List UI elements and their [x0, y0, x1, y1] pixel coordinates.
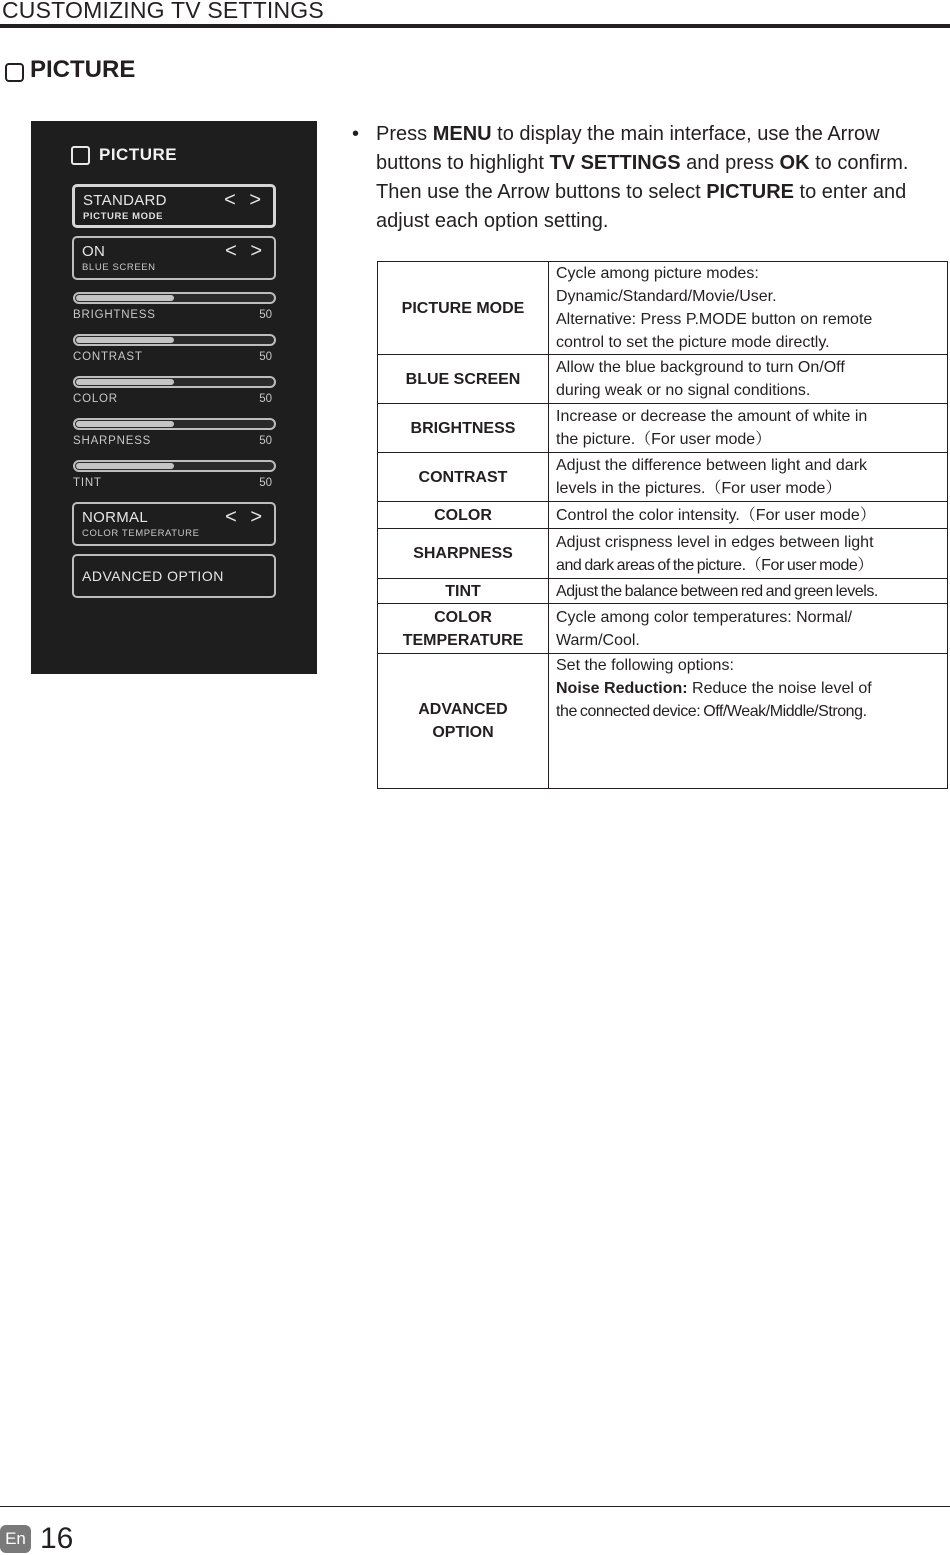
- setting-description: [549, 262, 948, 355]
- tv-option-advanced[interactable]: [72, 554, 276, 598]
- desc-line: levels in the pictures.（For user mode）: [556, 480, 842, 497]
- setting-description: [549, 579, 948, 604]
- desc-line: Adjust the balance between red and green levels.: [556, 582, 878, 600]
- slider-fill: [76, 463, 174, 469]
- tv-option-sublabel: BLUE SCREEN: [82, 262, 156, 273]
- setting-description: [549, 502, 948, 529]
- intro-part-bold: MENU: [432, 123, 492, 145]
- intro-paragraph: [352, 120, 950, 236]
- desc-line: Control the color intensity.（For user mode）: [556, 506, 876, 524]
- tv-menu-title-label: PICTURE: [99, 145, 178, 164]
- desc-line: Cycle among picture modes:: [556, 265, 759, 282]
- desc-line: Adjust crispness level in edges between light: [556, 533, 874, 551]
- setting-name-line: COLOR: [434, 608, 492, 626]
- slider-sharpness[interactable]: [73, 418, 276, 454]
- setting-description: [549, 529, 948, 579]
- slider-track[interactable]: [73, 334, 276, 346]
- setting-name: COLOR: [378, 502, 549, 529]
- desc-line: during weak or no signal conditions.: [556, 382, 811, 399]
- desc-line: Warm/Cool.: [556, 631, 640, 649]
- slider-label: COLOR: [73, 393, 118, 405]
- setting-name: PICTURE MODE: [378, 262, 549, 355]
- slider-fill: [76, 421, 174, 427]
- table-row: [378, 529, 948, 579]
- footer-rule: [0, 1506, 950, 1507]
- table-row: [378, 604, 948, 654]
- tv-option-color-temperature[interactable]: [72, 502, 276, 546]
- desc-bold-label: Noise Reduction:: [556, 680, 688, 697]
- setting-name: [378, 654, 549, 789]
- language-badge: En: [0, 1525, 31, 1553]
- tv-option-value: STANDARD: [83, 192, 167, 209]
- setting-name: [378, 604, 549, 654]
- setting-description: [549, 654, 948, 789]
- intro-part: to enter and adjust each option setting.: [376, 181, 907, 232]
- header-rule: [0, 24, 950, 28]
- slider-label: CONTRAST: [73, 351, 143, 363]
- tv-menu-title: [71, 145, 177, 165]
- slider-value: 50: [259, 477, 272, 489]
- intro-part-bold: TV SETTINGS: [549, 152, 681, 174]
- left-right-arrows-icon: < >: [225, 240, 266, 262]
- setting-description: [549, 453, 948, 502]
- setting-name: TINT: [378, 579, 549, 604]
- tv-option-value: ADVANCED OPTION: [82, 568, 224, 584]
- intro-part-bold: PICTURE: [706, 181, 794, 203]
- desc-line: Dynamic/Standard/Movie/User.: [556, 288, 777, 305]
- intro-text: [376, 120, 950, 236]
- tv-option-value: NORMAL: [82, 509, 148, 526]
- desc-line: the picture.（For user mode）: [556, 431, 772, 448]
- table-row: [378, 502, 948, 529]
- desc-line: Cycle among color temperatures: Normal/: [556, 608, 853, 626]
- intro-part: and press: [680, 152, 780, 174]
- table-row: [378, 404, 948, 453]
- slider-label: BRIGHTNESS: [73, 309, 156, 321]
- desc-line: Increase or decrease the amount of white in: [556, 408, 868, 425]
- slider-value: 50: [259, 393, 272, 405]
- slider-brightness[interactable]: [73, 292, 276, 328]
- slider-track[interactable]: [73, 460, 276, 472]
- setting-name-line: TEMPERATURE: [402, 631, 524, 649]
- setting-name-line: ADVANCED: [418, 701, 508, 718]
- desc-line: [556, 677, 944, 700]
- setting-name-line: OPTION: [432, 724, 494, 741]
- desc-line: control to set the picture mode directly.: [556, 334, 830, 351]
- desc-line: Adjust the difference between light and dark: [556, 457, 868, 474]
- slider-tint[interactable]: [73, 460, 276, 496]
- desc-text: Reduce the noise level of: [687, 680, 872, 697]
- section-heading-label: PICTURE: [30, 56, 136, 83]
- setting-name: SHARPNESS: [378, 529, 549, 579]
- setting-description: [549, 604, 948, 654]
- slider-color[interactable]: [73, 376, 276, 412]
- desc-line: and dark areas of the picture.（For user mode）: [556, 556, 873, 574]
- tv-menu-panel: [31, 121, 317, 674]
- page-number: 16: [40, 1522, 74, 1555]
- desc-line: Alternative: Press P.MODE button on remote: [556, 311, 873, 328]
- left-right-arrows-icon: < >: [224, 189, 265, 211]
- tv-option-value: ON: [82, 243, 106, 260]
- desc-line: Set the following options:: [556, 657, 734, 674]
- section-heading: [5, 56, 135, 84]
- desc-line: the connected device: Off/Weak/Middle/Strong.: [556, 703, 867, 720]
- setting-name: CONTRAST: [378, 453, 549, 502]
- table-row: [378, 453, 948, 502]
- slider-value: 50: [259, 435, 272, 447]
- setting-description: [549, 355, 948, 404]
- settings-table: [377, 261, 948, 789]
- setting-description: [549, 404, 948, 453]
- bullet: •: [352, 123, 360, 145]
- tv-option-sublabel: PICTURE MODE: [83, 211, 164, 222]
- tv-option-picture-mode[interactable]: [72, 184, 276, 228]
- slider-track[interactable]: [73, 376, 276, 388]
- slider-fill: [76, 379, 174, 385]
- intro-part-bold: OK: [779, 152, 810, 174]
- slider-label: TINT: [73, 477, 102, 489]
- tv-option-sublabel: COLOR TEMPERATURE: [82, 528, 200, 539]
- slider-value: 50: [259, 351, 272, 363]
- desc-line: Allow the blue background to turn On/Off: [556, 359, 845, 376]
- square-outline-icon: [71, 146, 90, 165]
- table-row: [378, 262, 948, 355]
- tv-option-blue-screen[interactable]: [72, 236, 276, 280]
- slider-label: SHARPNESS: [73, 435, 152, 447]
- table-row: [378, 355, 948, 404]
- table-row: [378, 579, 948, 604]
- page-header-title: CUSTOMIZING TV SETTINGS: [2, 0, 324, 23]
- intro-part: to display the main interface, use the Arrow buttons to highlight: [376, 123, 880, 174]
- intro-part: to confirm. Then use the Arrow buttons to select: [376, 152, 909, 203]
- slider-track[interactable]: [73, 418, 276, 430]
- setting-name: BLUE SCREEN: [378, 355, 549, 404]
- slider-fill: [76, 295, 174, 301]
- slider-track[interactable]: [73, 292, 276, 304]
- left-right-arrows-icon: < >: [225, 506, 266, 528]
- intro-part: Press: [376, 123, 433, 145]
- setting-name: BRIGHTNESS: [378, 404, 549, 453]
- table-row: [378, 654, 948, 789]
- slider-contrast[interactable]: [73, 334, 276, 370]
- slider-fill: [76, 337, 174, 343]
- square-outline-icon: [5, 63, 24, 82]
- slider-value: 50: [259, 309, 272, 321]
